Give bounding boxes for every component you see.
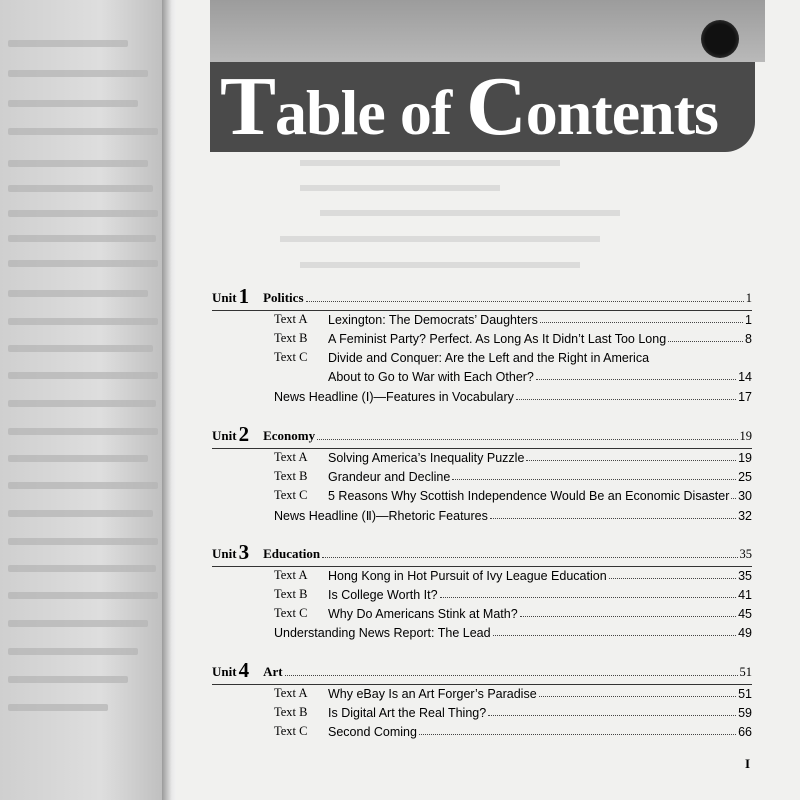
toc-entry — [274, 724, 752, 739]
entry-label: Text A — [274, 450, 308, 464]
page-ref: 51 — [738, 687, 752, 701]
dot-leader — [440, 597, 737, 598]
dot-leader — [520, 616, 736, 617]
toc-news-entry — [274, 389, 752, 404]
entry-label: Text A — [274, 568, 308, 582]
page-ref: 59 — [738, 706, 752, 721]
banner-strip — [210, 0, 765, 62]
entry-title: Is College Worth It? — [328, 588, 438, 603]
page-ref: 1 — [745, 313, 752, 327]
toc-entry — [274, 469, 752, 484]
entry-label: Text B — [274, 587, 308, 602]
page-ref: 8 — [745, 332, 752, 347]
toc-entry — [274, 705, 752, 720]
entry-title: Hong Kong in Hot Pursuit of Ivy League Education — [328, 569, 607, 583]
page-ref: 66 — [738, 725, 752, 740]
unit-rule — [212, 310, 752, 311]
unit-heading — [212, 542, 752, 562]
dot-leader — [668, 341, 743, 342]
unit-heading — [212, 660, 752, 680]
page-title: Table of Contents — [220, 60, 718, 153]
toc-entry — [274, 686, 752, 701]
page-ref: 19 — [738, 451, 752, 465]
dot-leader — [526, 460, 736, 461]
entry-title: Why Do Americans Stink at Math? — [328, 607, 518, 622]
unit-title: Politics — [263, 290, 304, 305]
toc-entry — [328, 370, 752, 384]
unit-label: Unit — [212, 546, 237, 561]
entry-label: Text A — [274, 312, 308, 326]
unit-label: Unit — [212, 664, 237, 679]
page-number: I — [745, 756, 751, 771]
page-ref: 41 — [738, 588, 752, 603]
entry-title: News Headline (Ⅱ)—Rhetoric Features — [274, 508, 488, 523]
toc-entry — [274, 450, 752, 465]
entry-title: Solving America’s Inequality Puzzle — [328, 451, 525, 465]
unit-title: Education — [263, 546, 321, 561]
page-ref: 19 — [739, 429, 752, 443]
dot-leader — [490, 518, 736, 519]
entry-title: Understanding News Report: The Lead — [274, 625, 491, 640]
entry-title: Second Coming — [328, 725, 417, 740]
dot-leader — [731, 498, 736, 499]
facing-page — [0, 0, 168, 800]
page-ref: 49 — [738, 625, 752, 640]
toc-news-entry — [274, 508, 752, 523]
page-ref: 51 — [739, 665, 752, 679]
unit-label: Unit — [212, 428, 237, 443]
toc-entry — [274, 331, 752, 346]
dot-leader — [285, 675, 738, 676]
entry-title: Lexington: The Democrats’ Daughters — [328, 313, 538, 327]
bleed-through — [300, 262, 580, 268]
unit-title: Art — [263, 664, 283, 679]
unit-number: 1 — [238, 284, 250, 308]
entry-label: Text C — [274, 488, 308, 503]
dot-leader — [452, 479, 736, 480]
unit-label: Unit — [212, 290, 237, 305]
page-ref: 45 — [738, 607, 752, 622]
toc-entry — [274, 350, 752, 365]
entry-label: Text C — [274, 724, 308, 739]
binder-hole — [701, 20, 739, 58]
entry-title: About to Go to War with Each Other? — [328, 369, 534, 384]
entry-label: Text C — [274, 350, 308, 365]
bleed-through — [280, 236, 600, 242]
toc-news-entry — [274, 626, 752, 640]
dot-leader — [322, 557, 737, 558]
bleed-through — [300, 185, 500, 191]
bleed-through — [320, 210, 620, 216]
entry-label: Text B — [274, 469, 308, 484]
entry-title: 5 Reasons Why Scottish Independence Would Be an Economic Disaster — [328, 489, 730, 504]
dot-leader — [419, 734, 736, 735]
dot-leader — [317, 439, 737, 440]
page-ref: 35 — [739, 547, 752, 561]
page-ref: 14 — [738, 369, 752, 384]
bleed-through — [300, 160, 560, 166]
dot-leader — [488, 715, 736, 716]
unit-heading — [212, 286, 752, 306]
book-spine — [162, 0, 176, 800]
page-ref: 17 — [738, 389, 752, 404]
page-ref: 35 — [738, 569, 752, 583]
toc-entry — [274, 488, 752, 503]
toc-entry — [274, 587, 752, 602]
unit-number: 3 — [238, 540, 250, 564]
toc-entry — [274, 312, 752, 327]
toc-entry — [274, 606, 752, 621]
unit-rule — [212, 448, 752, 449]
entry-label: Text B — [274, 331, 308, 346]
entry-title: Is Digital Art the Real Thing? — [328, 706, 487, 721]
entry-title: A Feminist Party? Perfect. As Long As It Didn’t Last Too Long — [328, 332, 667, 347]
entry-label: Text A — [274, 686, 308, 700]
page-ref: 30 — [738, 489, 752, 504]
unit-number: 2 — [238, 422, 250, 446]
dot-leader — [536, 379, 736, 380]
unit-heading — [212, 424, 752, 444]
dot-leader — [540, 322, 743, 323]
dot-leader — [539, 696, 736, 697]
unit-rule — [212, 684, 752, 685]
dot-leader — [516, 399, 736, 400]
unit-title: Economy — [263, 428, 316, 443]
dot-leader — [609, 578, 736, 579]
entry-title: Divide and Conquer: Are the Left and the Right in America — [328, 351, 650, 366]
toc-entry — [274, 568, 752, 583]
entry-title: Why eBay Is an Art Forger’s Paradise — [328, 687, 537, 701]
entry-title: News Headline (Ⅰ)—Features in Vocabulary — [274, 389, 514, 404]
dot-leader — [493, 635, 737, 636]
page-ref: 1 — [745, 291, 752, 305]
page-ref: 25 — [738, 470, 752, 485]
unit-number: 4 — [238, 658, 250, 682]
dot-leader — [306, 301, 744, 302]
entry-label: Text B — [274, 705, 308, 720]
page-ref: 32 — [738, 508, 752, 523]
unit-rule — [212, 566, 752, 567]
entry-label: Text C — [274, 606, 308, 621]
entry-title: Grandeur and Decline — [328, 470, 451, 485]
